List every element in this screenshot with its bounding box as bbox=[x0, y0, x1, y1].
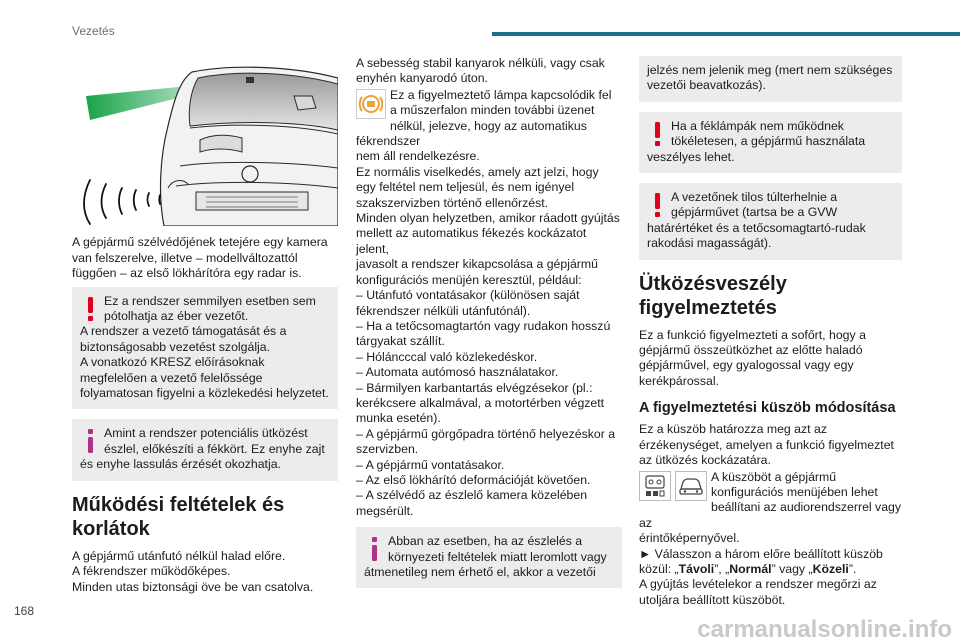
header-title: Vezetés bbox=[72, 24, 115, 38]
collision-warning-lamp-icon bbox=[356, 89, 386, 119]
header-accent-bar bbox=[492, 32, 960, 36]
column-middle bbox=[356, 56, 622, 598]
page-number: 168 bbox=[14, 604, 35, 618]
info-icon bbox=[80, 426, 102, 456]
threshold-description: Ez a küszöb határozza meg azt az érzékenységet, amelyen a funkció figyelmeztet az ütközés kockázatára. bbox=[639, 422, 894, 468]
warning-lamp-paragraph: Ez a figyelmeztető lámpa kapcsolódik fel a műszerfalon minden további üzenet nélkül, jelezve, hogy az automatikus fékrendszer nem áll rendelkezésre. Ez normális viselkedés, amely azt jelzi, hogy egy feltétel nem teljesül, és nem igényel szakszervizben történő ellenőrzést. Minden olyan helyzetben, amikor ráadott gyújtás mellett az automatikus fékezés kockázatot jelent, javasolt a rendszer kikapcsolása a gépjármű konfigurációs menüjén keresztül, például: – Utánfutó vontatásakor (különösen saját fékrendszer nélküli utánfutónál). – Ha a tetőcsomagtartón vagy rudakon hosszú tárgyakat szállít. – Hóláncccal való közlekedéskor. – Automata autómosó használatakor. – Bármilyen karbantartás elvégzésekor (pl.: kerékcsere alkalmával, a motortérben végzett munka esetén). – A gépjármű görgőpadra történő helyezéskor a szervizben. – A gépjármű vontatásakor. – Az első lökhárító deformációját követően. – A szélvédő az észlelő kamera közelében megsérült. bbox=[356, 87, 620, 518]
collision-warning-description: Ez a funkció figyelmezteti a sofőrt, hogy a gépjármű összeütközhet az előtte haladó gépjárművel, egy gyalogossal vagy egy kerékpárossal. bbox=[639, 327, 866, 388]
exclamation-icon bbox=[647, 190, 669, 220]
subsection-title-threshold: A figyelmeztetési küszöb módosítása bbox=[639, 400, 896, 417]
car-icon bbox=[675, 471, 707, 501]
info-note: Amint a rendszer potenciális ütközést észlel, előkészíti a fékkört. Ez enyhe zajt és enyhe lassulás érzését okozhatja. bbox=[72, 419, 338, 480]
warning-note: Ez a rendszer semmilyen esetben sem pótolhatja az éber vezetőt. A rendszer a vezető támogatását és a biztonságosabb vezetést szolgálja. A vonatkozó KRESZ előírásoknak megfelelően a vezető felelőssége folyamatosan figyelni a közlekedési helyzetet. bbox=[72, 287, 338, 410]
threshold-config-paragraph: A küszöböt a gépjármű konfigurációs menüjében lehet beállítani az audiorendszerrel vagy az érintőképernyővel. ► Válasszon a három előre beállított küszöb közül: „Távoli”, „Normál” vagy „Közeli”. A gyújtás levételekor a rendszer megőrzi az utoljára beállított küszöböt. bbox=[639, 469, 902, 607]
watermark: carmanualsonline.info bbox=[697, 616, 952, 640]
conditions-continued: A sebesség stabil kanyarok nélküli, vagy csak enyhén kanyarodó úton. bbox=[356, 56, 605, 86]
settings-app-icon bbox=[639, 471, 671, 501]
option-far: Távoli bbox=[678, 561, 715, 576]
warning-note-brake-lights: Ha a féklámpák nem működnek tökéletesen, a gépjármű használata veszélyes lehet. bbox=[639, 112, 902, 173]
section-title-collision-warning: Ütközésveszély figyelmeztetés bbox=[639, 272, 787, 319]
threshold-options-line: közül: „Távoli”, „Normál” vagy „Közeli”. bbox=[639, 561, 857, 576]
option-near: Közeli bbox=[812, 561, 849, 576]
van-camera-radar-illustration bbox=[72, 56, 338, 226]
info-icon bbox=[364, 534, 386, 564]
option-normal: Normál bbox=[729, 561, 772, 576]
exclamation-icon bbox=[80, 294, 102, 324]
section-title-operating-conditions: Működési feltételek és korlátok bbox=[72, 493, 285, 540]
warning-note-overload: A vezetőnek tilos túlterhelnie a gépjárművet (tartsa be a GVW határértéket és a tetőcsomagtartó-rudak rakodási magasságát). bbox=[639, 183, 902, 260]
column-left bbox=[72, 56, 338, 600]
column-right bbox=[639, 56, 902, 613]
info-note-detection: Abban az esetben, ha az észlelés a környezeti feltételek miatt leromlott vagy átmenetileg nem érhető el, akkor a vezetői bbox=[356, 527, 622, 588]
camera-radar-caption: A gépjármű szélvédőjének tetejére egy kamera van felszerelve, illetve – modellváltozattól függően – az első lökhárítóra egy radar is. bbox=[72, 235, 328, 281]
info-note-continued: jelzés nem jelenik meg (mert nem szükséges vezetői beavatkozás). bbox=[639, 56, 902, 102]
conditions-list: A gépjármű utánfutó nélkül halad előre. A fékrendszer működőképes. Minden utas biztonsági öve be van csatolva. bbox=[72, 548, 314, 594]
exclamation-icon bbox=[647, 119, 669, 149]
